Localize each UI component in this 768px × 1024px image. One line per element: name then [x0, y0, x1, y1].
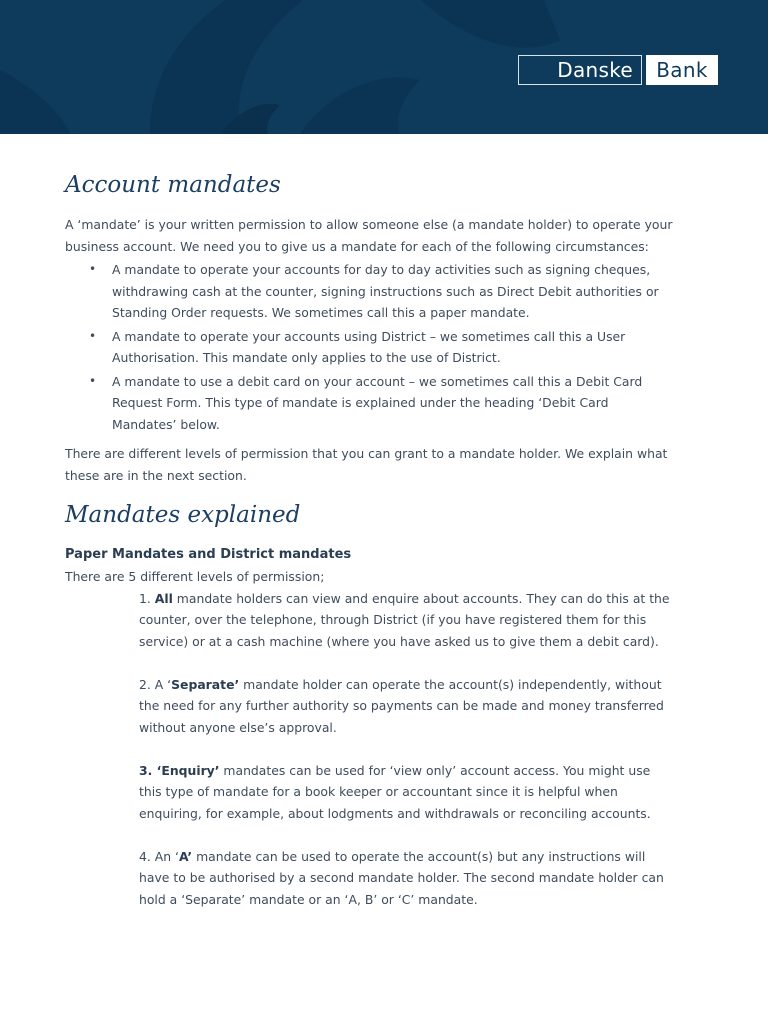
- list-item: • A mandate to operate your accounts for day to day activities such as signing cheques, withdrawing cash at the counter, signing instructions such as Direct Debit authorities or Standing Order requests. We sometimes call this a paper mandate.: [65, 259, 675, 324]
- outro-paragraph: There are different levels of permission that you can grant to a mandate holder. We explain what these are in the next section.: [65, 446, 668, 483]
- subheading-paper-district: Paper Mandates and District mandates: [65, 547, 352, 562]
- level-item: 4. An ‘A’ mandate can be used to operate the account(s) but any instructions will have to be authorised by a second mandate holder. The second mandate holder can hold a ‘Separate’ mandate or an ‘A, B’ or ‘C’ mandate.: [139, 848, 664, 907]
- level-item: 1. All mandate holders can view and enquire about accounts. They can do this at the counter, over the telephone, through District (if you have registered them for this service) or at a cash machine (where you have asked us to give them a debit card).: [139, 590, 670, 649]
- logo-danske: Danske: [518, 55, 642, 85]
- bullet-icon: •: [89, 262, 97, 276]
- list-item: • A mandate to operate your accounts using District – we sometimes call this a User Authorisation. This mandate only applies to the use of District.: [65, 326, 675, 369]
- permission-levels: [139, 588, 675, 911]
- heading-mandates-explained: Mandates explained: [65, 502, 301, 528]
- document-body: [65, 170, 675, 932]
- intro-paragraph: A ‘mandate’ is your written permission to allow someone else (a mandate holder) to operate your business account. We need you to give us a mandate for each of the following circumstances:: [65, 217, 673, 254]
- heading-account-mandates: Account mandates: [65, 172, 281, 198]
- level-item: 2. A ‘Separate’ mandate holder can operate the account(s) independently, without the need for any further authority so payments can be made and money transferred without anyone else’s approval.: [139, 676, 664, 735]
- bullet-icon: •: [89, 373, 97, 388]
- mandate-types-list: [65, 259, 675, 435]
- header-banner: [0, 0, 768, 134]
- logo-bank: Bank: [646, 55, 718, 85]
- level-item: 3. ‘Enquiry’ mandates can be used for ‘view only’ account access. You might use this type of mandate for a book keeper or accountant since it is helpful when enquiring, for example, about lodgments and withdrawals or reconciling accounts.: [139, 762, 651, 821]
- bullet-icon: •: [89, 328, 97, 343]
- levels-lead: There are 5 different levels of permission;: [65, 569, 325, 584]
- list-item: • A mandate to use a debit card on your account – we sometimes call this a Debit Card Request Form. This type of mandate is explained under the heading ‘Debit Card Mandates’ below.: [65, 371, 675, 436]
- danske-bank-logo[interactable]: [518, 55, 718, 85]
